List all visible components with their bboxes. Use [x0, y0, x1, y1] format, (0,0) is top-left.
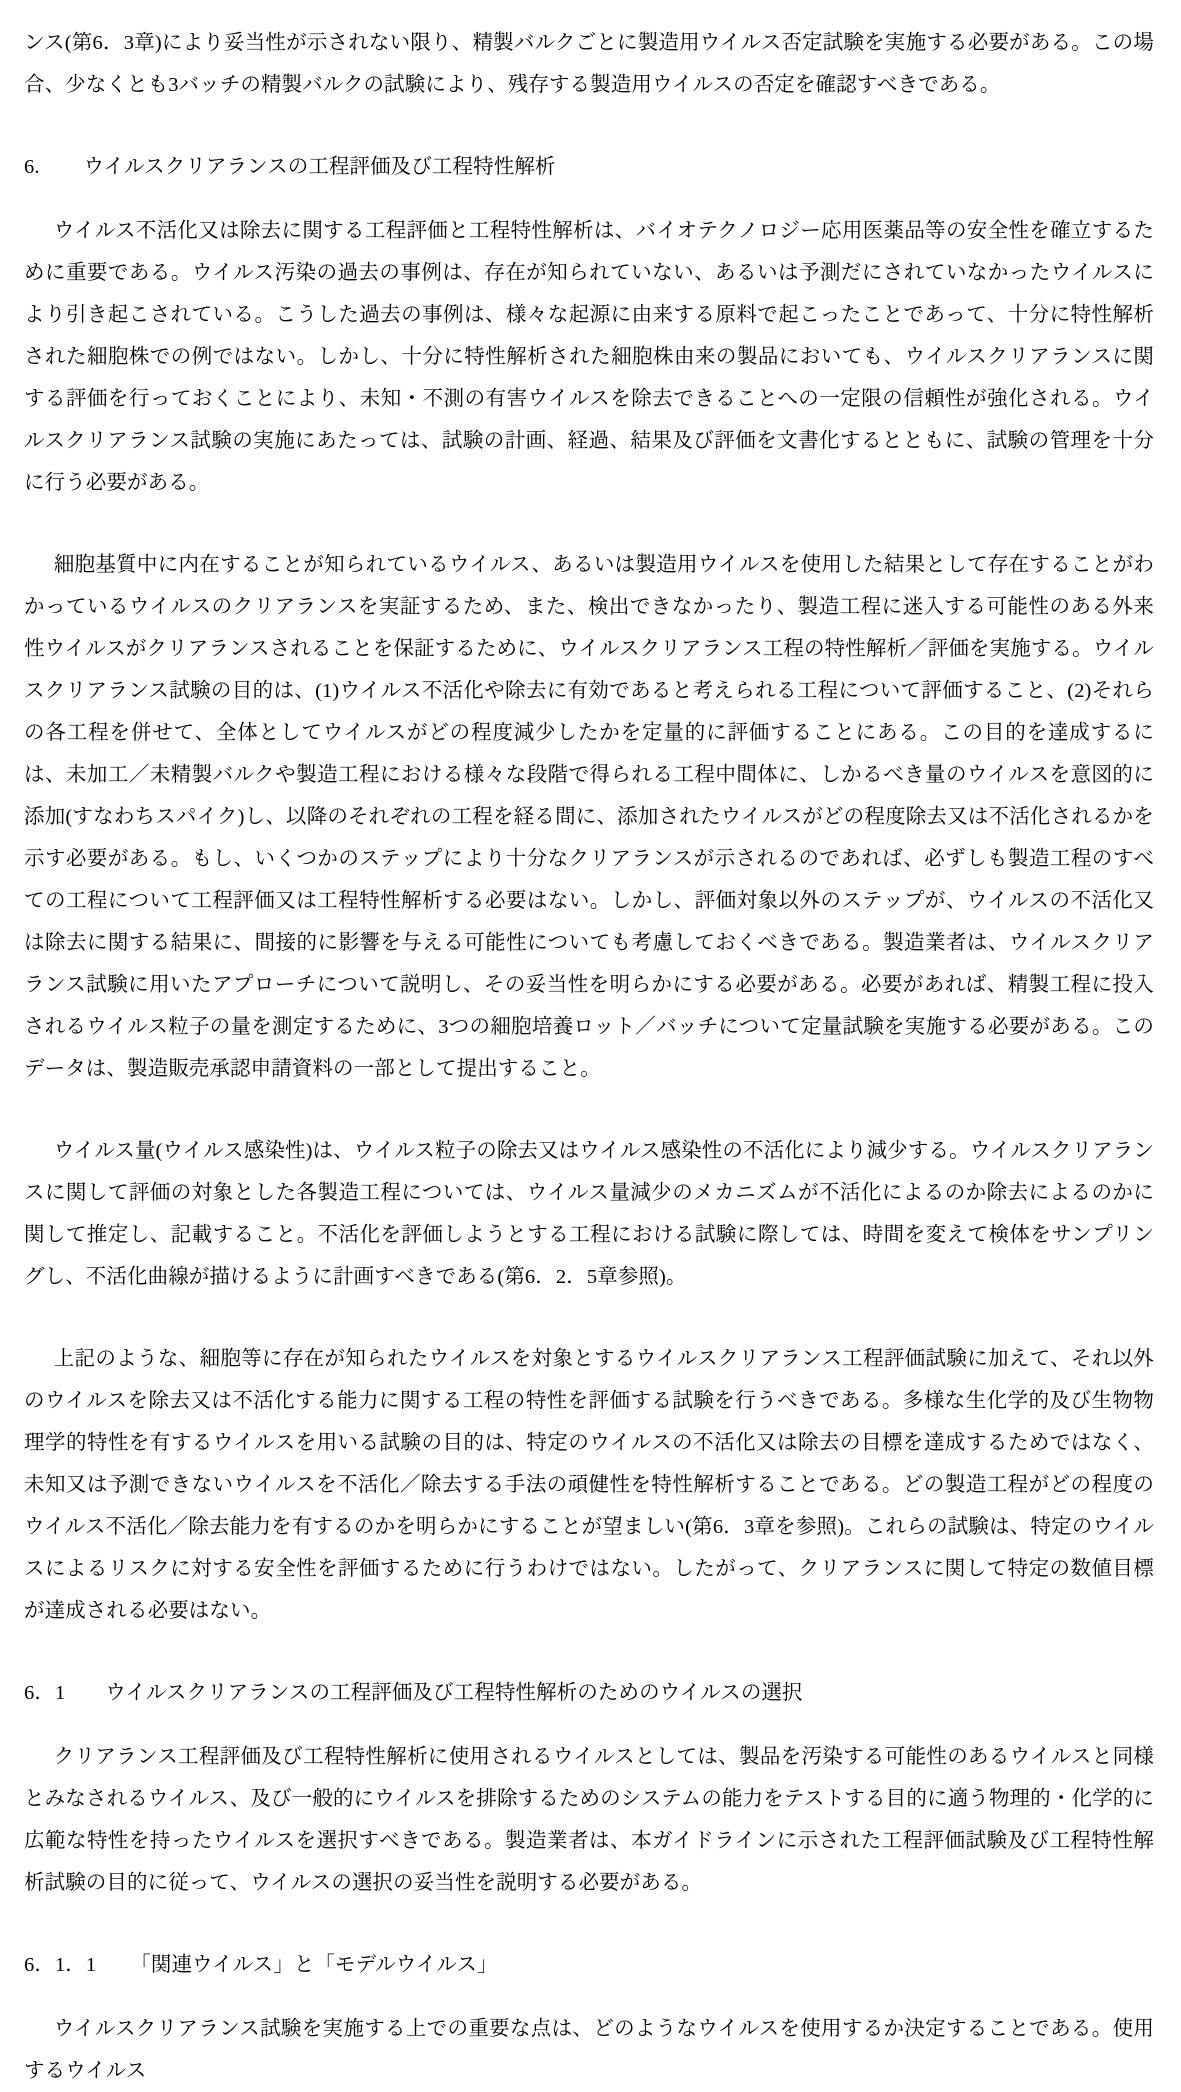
- heading-section-6-title: ウイルスクリアランスの工程評価及び工程特性解析: [83, 156, 556, 178]
- spacer: [24, 1090, 1154, 1130]
- document-body: [24, 22, 1154, 2092]
- spacer: [24, 1632, 1154, 1672]
- spacer: [24, 1714, 1154, 1736]
- paragraph-6-virus-load: ウイルス量(ウイルス感染性)は、ウイルス粒子の除去又はウイルス感染性の不活化により減少する。ウイルスクリアランスに関して評価の対象とした各製造工程については、ウイルス量減少のメカニズムが不活化によるのか除去によるのかに関して推定し、記載すること。不活化を評価しようとする工程における試験に際しては、時間を変えて検体をサンプリングし、不活化曲線が描けるように計画すべきである(第6．2．5章参照)。: [24, 1140, 1154, 1288]
- spacer: [24, 106, 1154, 146]
- heading-section-6-1-1: [24, 1944, 1154, 1986]
- continued-paragraph: ンス(第6．3章)により妥当性が示されない限り、精製バルクごとに製造用ウイルス否定試験を実施する必要がある。この場合、少なくとも3バッチの精製バルクの試験により、残存する製造用ウイルスの否定を確認すべきである。: [24, 32, 1154, 96]
- heading-section-6-1-1-title: 「関連ウイルス」と「モデルウイルス」: [130, 1954, 498, 1976]
- heading-section-6-1-1-number: 6．1．1: [24, 1954, 97, 1976]
- paragraph-6-robustness: 上記のような、細胞等に存在が知られたウイルスを対象とするウイルスクリアランス工程評価試験に加えて、それ以外のウイルスを除去又は不活化する能力に関する工程の特性を評価する試験を行うべきである。多様な生化学的及び生物物理学的特性を有するウイルスを用いる試験の目的は、特定のウイルスの不活化又は除去の目標を達成するためではなく、未知又は予測できないウイルスを不活化／除去する手法の頑健性を特性解析することである。どの製造工程がどの程度のウイルス不活化／除去能力を有するのかを明らかにすることが望ましい(第6．3章を参照)。これらの試験は、特定のウイルスによるリスクに対する安全性を評価するために行うわけではない。したがって、クリアランスに関して特定の数値目標が達成される必要はない。: [24, 1348, 1154, 1622]
- spacer: [24, 1904, 1154, 1944]
- paragraph-6-intro: ウイルス不活化又は除去に関する工程評価と工程特性解析は、バイオテクノロジー応用医薬品等の安全性を確立するために重要である。ウイルス汚染の過去の事例は、存在が知られていない、あるいは予測だにされていなかったウイルスにより引き起こされている。こうした過去の事例は、様々な起源に由来する原料で起こったことであって、十分に特性解析された細胞株での例ではない。しかし、十分に特性解析された細胞株由来の製品においても、ウイルスクリアランスに関する評価を行っておくことにより、未知・不測の有害ウイルスを除去できることへの一定限の信頼性が強化される。ウイルスクリアランス試験の実施にあたっては、試験の計画、経過、結果及び評価を文書化するとともに、試験の管理を十分に行う必要がある。: [24, 220, 1154, 494]
- heading-section-6: [24, 146, 1154, 188]
- paragraph-6-objectives: 細胞基質中に内在することが知られているウイルス、あるいは製造用ウイルスを使用した結果として存在することがわかっているウイルスのクリアランスを実証するため、また、検出できなかったり、製造工程に迷入する可能性のある外来性ウイルスがクリアランスされることを保証するために、ウイルスクリアランス工程の特性解析／評価を実施する。ウイルスクリアランス試験の目的は、(1)ウイルス不活化や除去に有効であると考えられる工程について評価すること、(2)それらの各工程を併せて、全体としてウイルスがどの程度減少したかを定量的に評価することにある。この目的を達成するには、未加工／未精製バルクや製造工程における様々な段階で得られる工程中間体に、しかるべき量のウイルスを意図的に添加(すなわちスパイク)し、以降のそれぞれの工程を経る間に、添加されたウイルスがどの程度除去又は不活化されるかを示す必要がある。もし、いくつかのステップにより十分なクリアランスが示されるのであれば、必ずしも製造工程のすべての工程について工程評価又は工程特性解析する必要はない。しかし、評価対象以外のステップが、ウイルスの不活化又は除去に関する結果に、間接的に影響を与える可能性についても考慮しておくべきである。製造業者は、ウイルスクリアランス試験に用いたアプローチについて説明し、その妥当性を明らかにする必要がある。必要があれば、精製工程に投入されるウイルス粒子の量を測定するために、3つの細胞培養ロット／バッチについて定量試験を実施する必要がある。このデータは、製造販売承認申請資料の一部として提出すること。: [24, 554, 1154, 1080]
- spacer: [24, 1298, 1154, 1338]
- heading-section-6-1: [24, 1672, 1154, 1714]
- paragraph-6-1-body: クリアランス工程評価及び工程特性解析に使用されるウイルスとしては、製品を汚染する可能性のあるウイルスと同様とみなされるウイルス、及び一般的にウイルスを排除するためのシステムの能力をテストする目的に適う物理的・化学的に広範な特性を持ったウイルスを選択すべきである。製造業者は、本ガイドラインに示された工程評価試験及び工程特性解析試験の目的に従って、ウイルスの選択の妥当性を説明する必要がある。: [24, 1746, 1154, 1894]
- heading-section-6-1-number: 6．1: [24, 1682, 66, 1704]
- paragraph-6-1-1-body: ウイルスクリアランス試験を実施する上での重要な点は、どのようなウイルスを使用するか決定することである。使用するウイルス: [24, 2018, 1154, 2082]
- spacer: [24, 1986, 1154, 2008]
- heading-section-6-number: 6.: [24, 156, 40, 178]
- spacer: [24, 504, 1154, 544]
- heading-section-6-1-title: ウイルスクリアランスの工程評価及び工程特性解析のためのウイルスの選択: [105, 1682, 803, 1704]
- spacer: [24, 188, 1154, 210]
